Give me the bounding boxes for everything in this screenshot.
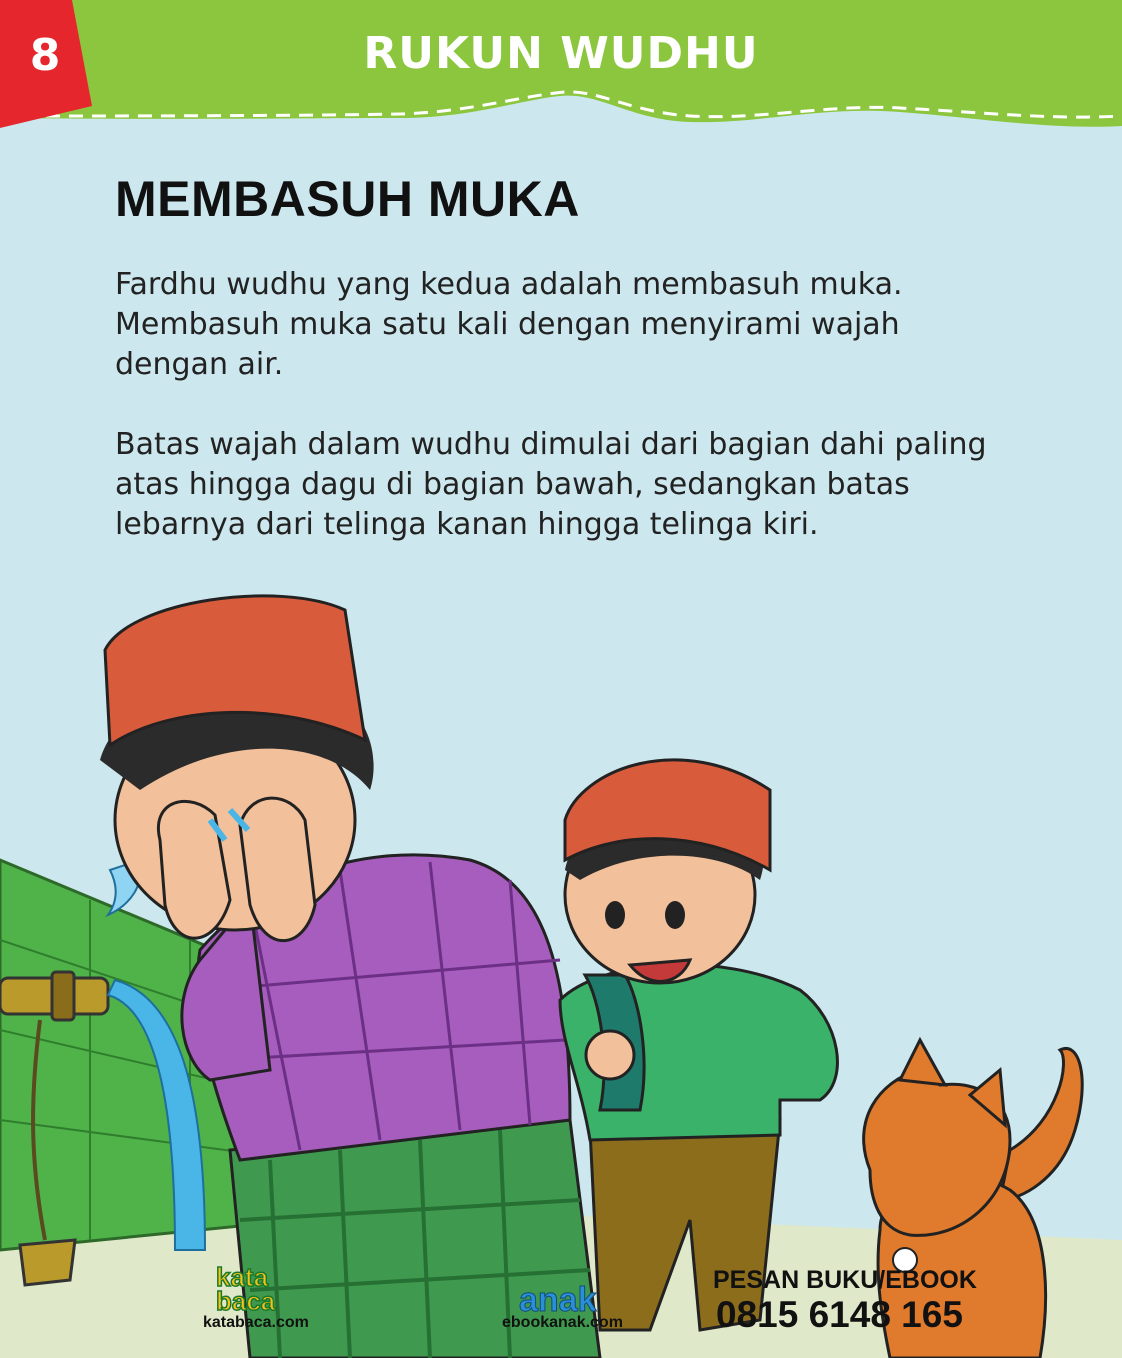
- ebookanak-url: ebookanak.com: [502, 1314, 623, 1331]
- chapter-title: RUKUN WUDHU: [363, 28, 759, 79]
- order-label: PESAN BUKU/EBOOK: [713, 1266, 977, 1294]
- paragraph-2: Batas wajah dalam wudhu dimulai dari bagian dahi paling atas hingga dagu di bagian bawah, sedangkan batas lebarnya dari telinga kanan hingga telinga kiri.: [115, 427, 987, 542]
- katabaca-logo: [212, 1262, 302, 1312]
- ebookanak-logo: [515, 1275, 615, 1317]
- paragraph-1: Fardhu wudhu yang kedua adalah membasuh muka. Membasuh muka satu kali dengan menyirami wajah dengan air.: [115, 267, 903, 382]
- page-header: [0, 0, 1122, 140]
- svg-text:kata: kata: [216, 1262, 269, 1292]
- order-phone: 0815 6148 165: [716, 1294, 963, 1335]
- katabaca-url: katabaca.com: [203, 1314, 309, 1331]
- svg-text:baca: baca: [216, 1286, 276, 1312]
- section-heading: MEMBASUH MUKA: [115, 171, 580, 227]
- page-number: 8: [29, 30, 61, 81]
- svg-text:anak: anak: [519, 1281, 597, 1317]
- illustration-wudhu: [0, 570, 1122, 1358]
